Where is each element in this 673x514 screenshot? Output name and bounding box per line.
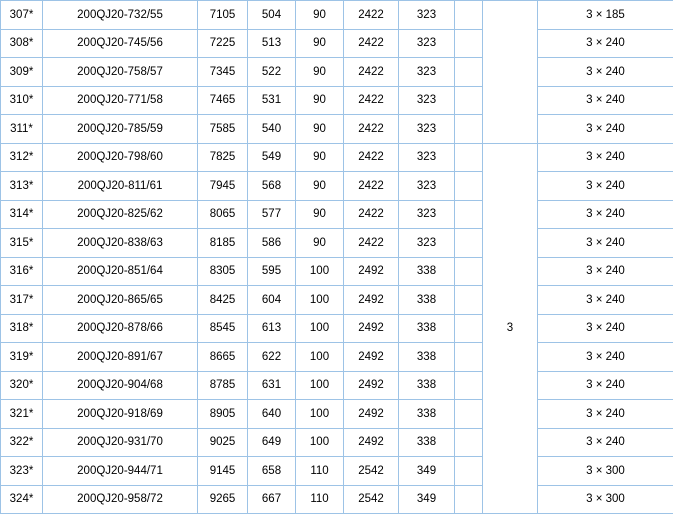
cell-b: 667 [248,485,296,514]
cell-d: 2422 [344,200,399,229]
cell-d: 2492 [344,286,399,315]
cell-b: 640 [248,400,296,429]
cell-b: 658 [248,457,296,486]
cell-c: 100 [296,343,344,372]
cell-d: 2422 [344,1,399,30]
cell-e: 349 [399,457,455,486]
cell-model: 200QJ20-904/68 [43,371,198,400]
cell-d: 2422 [344,115,399,144]
table-row [1,286,673,315]
cell-no: 318* [1,314,43,343]
cell-spacer [455,371,483,400]
cell-cable: 3 × 240 [538,143,673,172]
cell-a: 7585 [198,115,248,144]
cell-cable: 3 × 240 [538,115,673,144]
cell-cable: 3 × 240 [538,229,673,258]
cell-no: 323* [1,457,43,486]
cell-b: 513 [248,29,296,58]
cell-model: 200QJ20-931/70 [43,428,198,457]
cell-a: 8425 [198,286,248,315]
cell-model: 200QJ20-825/62 [43,200,198,229]
cell-spacer [455,115,483,144]
cell-c: 100 [296,314,344,343]
cell-a: 9025 [198,428,248,457]
cell-no: 311* [1,115,43,144]
cell-e: 349 [399,485,455,514]
cell-e: 338 [399,428,455,457]
cell-no: 312* [1,143,43,172]
table-row [1,115,673,144]
cell-cable: 3 × 240 [538,428,673,457]
cell-b: 549 [248,143,296,172]
cell-cable: 3 × 240 [538,400,673,429]
cell-spacer [455,428,483,457]
table-row [1,343,673,372]
cell-spacer [455,86,483,115]
cell-d: 2422 [344,58,399,87]
cell-phase-group: 3 [483,143,538,514]
cell-no: 324* [1,485,43,514]
cell-no: 320* [1,371,43,400]
cell-a: 8785 [198,371,248,400]
table-row [1,86,673,115]
cell-e: 323 [399,172,455,201]
cell-b: 577 [248,200,296,229]
cell-no: 307* [1,1,43,30]
cell-b: 622 [248,343,296,372]
cell-e: 323 [399,1,455,30]
cell-cable: 3 × 240 [538,371,673,400]
cell-cable: 3 × 240 [538,286,673,315]
cell-no: 315* [1,229,43,258]
cell-c: 100 [296,286,344,315]
cell-b: 604 [248,286,296,315]
cell-spacer [455,314,483,343]
table-row [1,143,673,172]
cell-spacer [455,400,483,429]
cell-cable: 3 × 240 [538,172,673,201]
cell-d: 2422 [344,86,399,115]
cell-e: 323 [399,115,455,144]
cell-cable: 3 × 300 [538,457,673,486]
table-row [1,229,673,258]
cell-e: 338 [399,314,455,343]
cell-d: 2422 [344,229,399,258]
cell-spacer [455,1,483,30]
cell-e: 323 [399,143,455,172]
table-row [1,457,673,486]
table-body [1,1,673,514]
cell-model: 200QJ20-891/67 [43,343,198,372]
cell-d: 2492 [344,314,399,343]
cell-model: 200QJ20-838/63 [43,229,198,258]
cell-b: 504 [248,1,296,30]
cell-e: 338 [399,343,455,372]
cell-spacer [455,200,483,229]
cell-no: 314* [1,200,43,229]
cell-c: 110 [296,485,344,514]
cell-model: 200QJ20-918/69 [43,400,198,429]
cell-phase-group-top [483,1,538,144]
cell-cable: 3 × 240 [538,86,673,115]
cell-c: 100 [296,257,344,286]
cell-no: 308* [1,29,43,58]
cell-model: 200QJ20-785/59 [43,115,198,144]
cell-spacer [455,58,483,87]
cell-cable: 3 × 240 [538,343,673,372]
table-row [1,172,673,201]
cell-d: 2492 [344,400,399,429]
cell-d: 2492 [344,428,399,457]
cell-model: 200QJ20-745/56 [43,29,198,58]
cell-b: 586 [248,229,296,258]
cell-model: 200QJ20-771/58 [43,86,198,115]
cell-a: 8065 [198,200,248,229]
cell-d: 2492 [344,257,399,286]
cell-d: 2542 [344,485,399,514]
table-row [1,428,673,457]
cell-spacer [455,343,483,372]
cell-no: 321* [1,400,43,429]
table-row [1,200,673,229]
cell-spacer [455,286,483,315]
table-row [1,58,673,87]
cell-no: 319* [1,343,43,372]
cell-a: 8905 [198,400,248,429]
cell-a: 8185 [198,229,248,258]
cell-a: 9265 [198,485,248,514]
cell-cable: 3 × 185 [538,1,673,30]
cell-e: 338 [399,286,455,315]
cell-model: 200QJ20-878/66 [43,314,198,343]
cell-d: 2492 [344,343,399,372]
cell-d: 2492 [344,371,399,400]
cell-c: 110 [296,457,344,486]
cell-spacer [455,29,483,58]
table-row [1,29,673,58]
cell-e: 323 [399,29,455,58]
cell-d: 2542 [344,457,399,486]
cell-a: 7345 [198,58,248,87]
cell-e: 323 [399,58,455,87]
cell-a: 7945 [198,172,248,201]
cell-c: 90 [296,29,344,58]
cell-a: 8545 [198,314,248,343]
cell-a: 7465 [198,86,248,115]
cell-a: 9145 [198,457,248,486]
cell-model: 200QJ20-958/72 [43,485,198,514]
cell-e: 338 [399,400,455,429]
cell-b: 631 [248,371,296,400]
cell-no: 317* [1,286,43,315]
cell-d: 2422 [344,143,399,172]
cell-model: 200QJ20-851/64 [43,257,198,286]
cell-no: 310* [1,86,43,115]
cell-e: 323 [399,86,455,115]
cell-cable: 3 × 300 [538,485,673,514]
cell-no: 309* [1,58,43,87]
cell-spacer [455,229,483,258]
table-row [1,257,673,286]
table-row [1,400,673,429]
cell-d: 2422 [344,29,399,58]
cell-cable: 3 × 240 [538,29,673,58]
cell-model: 200QJ20-798/60 [43,143,198,172]
cell-model: 200QJ20-758/57 [43,58,198,87]
cell-b: 595 [248,257,296,286]
cell-e: 338 [399,371,455,400]
cell-a: 7225 [198,29,248,58]
cell-spacer [455,457,483,486]
cell-d: 2422 [344,172,399,201]
cell-b: 613 [248,314,296,343]
cell-c: 90 [296,58,344,87]
cell-no: 322* [1,428,43,457]
cell-a: 7105 [198,1,248,30]
cell-c: 90 [296,229,344,258]
cell-cable: 3 × 240 [538,200,673,229]
cell-c: 90 [296,143,344,172]
cell-no: 316* [1,257,43,286]
cell-b: 522 [248,58,296,87]
cell-e: 338 [399,257,455,286]
cell-b: 540 [248,115,296,144]
cell-b: 649 [248,428,296,457]
cell-c: 90 [296,115,344,144]
table-row [1,314,673,343]
cell-c: 90 [296,86,344,115]
cell-c: 90 [296,1,344,30]
cell-cable: 3 × 240 [538,257,673,286]
cell-spacer [455,172,483,201]
cell-model: 200QJ20-944/71 [43,457,198,486]
cell-cable: 3 × 240 [538,58,673,87]
table-row [1,1,673,30]
cell-b: 531 [248,86,296,115]
cell-a: 8305 [198,257,248,286]
cell-e: 323 [399,229,455,258]
cell-c: 100 [296,428,344,457]
cell-model: 200QJ20-811/61 [43,172,198,201]
cell-spacer [455,485,483,514]
cell-model: 200QJ20-865/65 [43,286,198,315]
cell-c: 90 [296,172,344,201]
cell-model: 200QJ20-732/55 [43,1,198,30]
cell-spacer [455,257,483,286]
cell-b: 568 [248,172,296,201]
cell-spacer [455,143,483,172]
cell-c: 90 [296,200,344,229]
cell-c: 100 [296,400,344,429]
table-row [1,485,673,514]
cell-no: 313* [1,172,43,201]
cell-e: 323 [399,200,455,229]
cell-a: 7825 [198,143,248,172]
cell-c: 100 [296,371,344,400]
cell-a: 8665 [198,343,248,372]
cell-cable: 3 × 240 [538,314,673,343]
table-row [1,371,673,400]
